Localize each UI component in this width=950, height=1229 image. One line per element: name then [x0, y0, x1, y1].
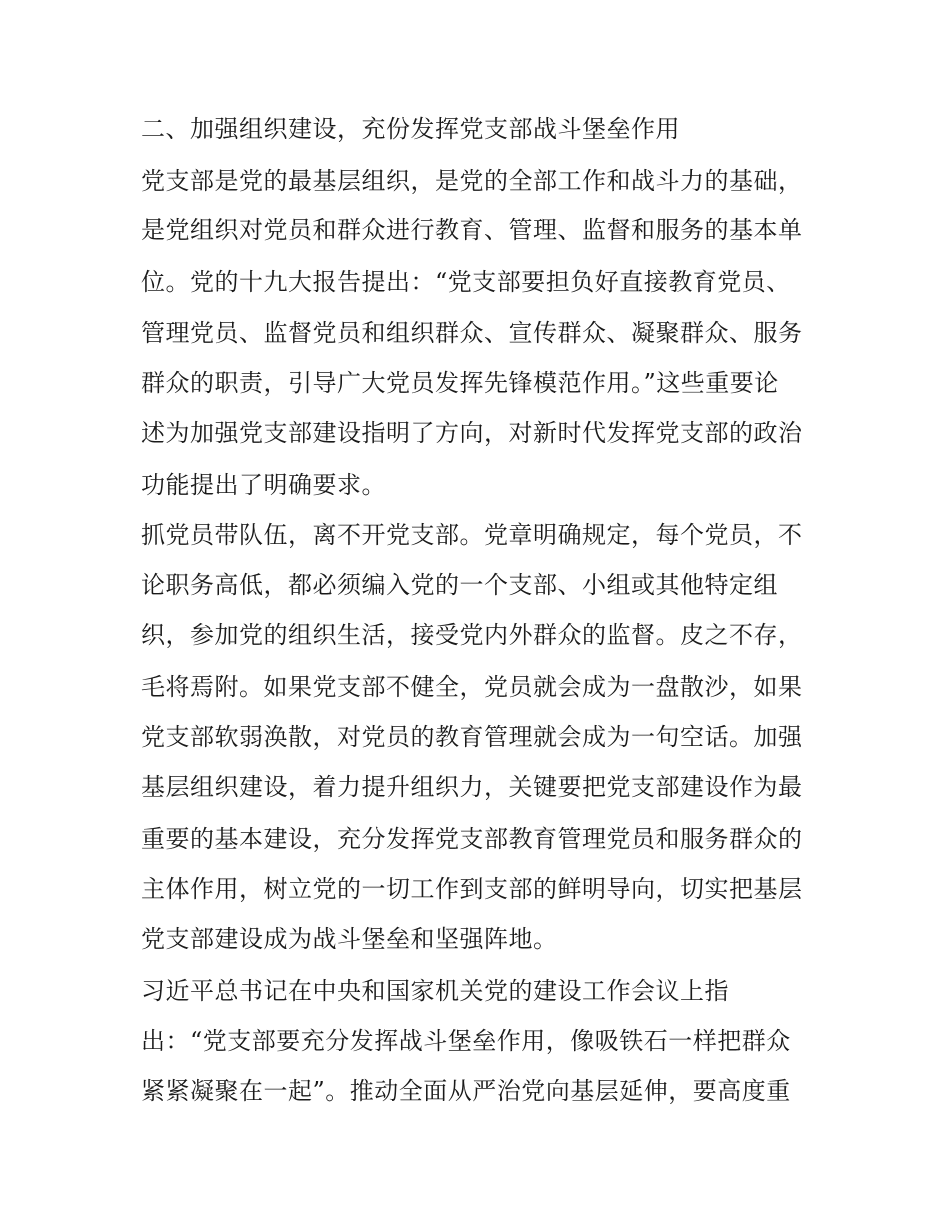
text-line: 抓党员带队伍，离不开党支部。党章明确规定，每个党员，不 [141, 521, 803, 549]
text-line: 基层组织建设，着力提升组织力，关键要把党支部建设作为最 [141, 773, 803, 801]
text-line: 述为加强党支部建设指明了方向，对新时代发挥党支部的政治 [141, 419, 803, 447]
text-line: 紧紧凝聚在一起”。推动全面从严治党向基层延伸，要高度重 [141, 1077, 791, 1105]
text-line: 党支部建设成为战斗堡垒和坚强阵地。 [141, 925, 558, 953]
text-line: 位。党的十九大报告提出：“党支部要担负好直接教育党员、 [141, 268, 791, 296]
text-line: 毛将焉附。如果党支部不健全，党员就会成为一盘散沙，如果 [141, 673, 803, 701]
text-line: 论职务高低，都必须编入党的一个支部、小组或其他特定组 [141, 571, 778, 599]
text-line: 党支部软弱涣散，对党员的教育管理就会成为一句空话。加强 [141, 723, 803, 751]
text-line: 重要的基本建设，充分发挥党支部教育管理党员和服务群众的 [141, 825, 803, 853]
text-line: 是党组织对党员和群众进行教育、管理、监督和服务的基本单 [141, 216, 803, 244]
text-line: 主体作用，树立党的一切工作到支部的鲜明导向，切实把基层 [141, 875, 803, 903]
text-line: 习近平总书记在中央和国家机关党的建设工作会议上指 [141, 977, 729, 1005]
text-line: 织，参加党的组织生活，接受党内外群众的监督。皮之不存， [141, 621, 803, 649]
text-line: 党支部是党的最基层组织，是党的全部工作和战斗力的基础， [141, 167, 803, 195]
text-line: 群众的职责，引导广大党员发挥先锋模范作用。”这些重要论 [141, 369, 779, 397]
text-line: 出：“党支部要充分发挥战斗堡垒作用，像吸铁石一样把群众 [141, 1027, 791, 1055]
text-line: 管理党员、监督党员和组织群众、宣传群众、凝聚群众、服务 [141, 319, 803, 347]
text-line: 功能提出了明确要求。 [141, 471, 386, 499]
section-heading: 二、加强组织建设，充份发挥党支部战斗堡垒作用 [141, 115, 680, 143]
